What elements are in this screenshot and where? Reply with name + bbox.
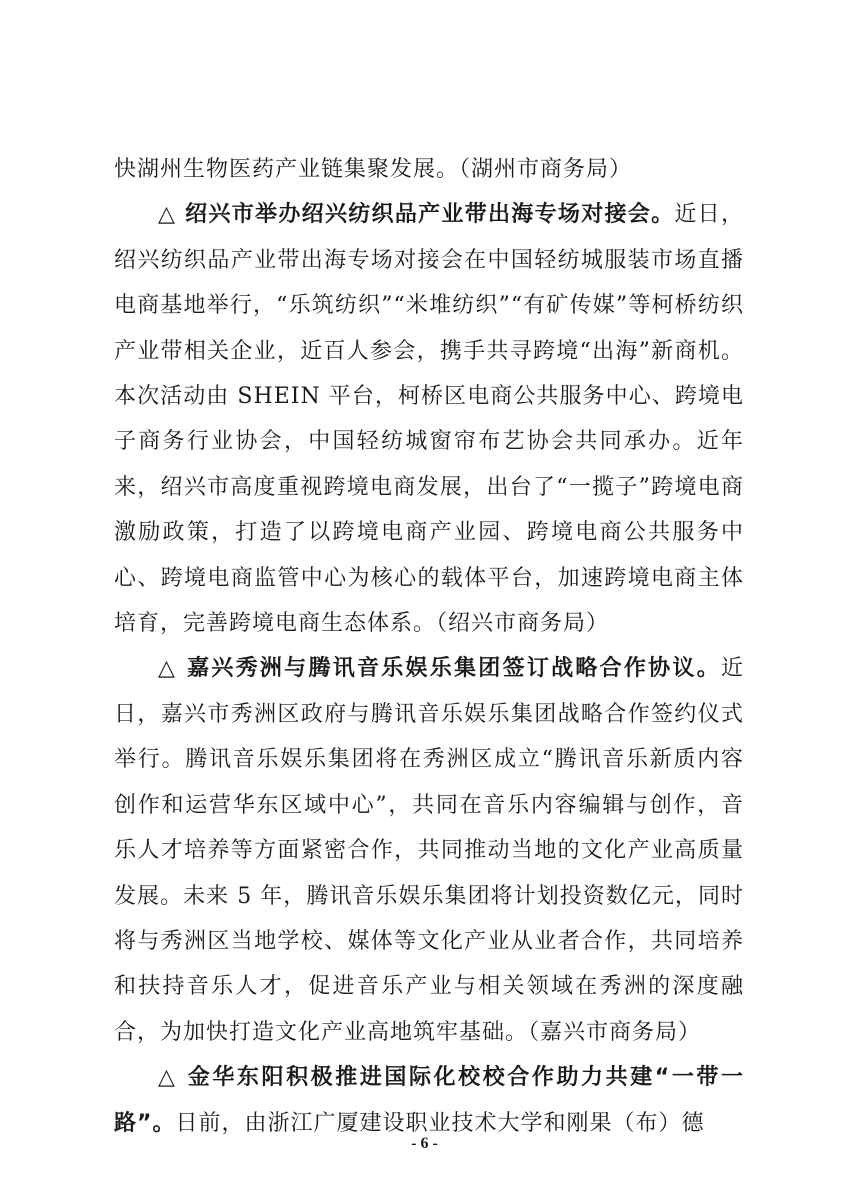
paragraph-3-body: 近日，嘉兴市秀洲区政府与腾讯音乐娱乐集团战略合作签约仪式举行。腾讯音乐娱乐集团将在秀洲区成立“腾讯音乐新质内容创作和运营华东区域中心”，共同在音乐内容编辑与创作，音乐人才培养等方面紧密合作，共同推动当地的文化产业高质量发展。未来 5 年，腾讯音乐娱乐集团将计划投资数亿元，同时将与秀洲区当地学校、媒体等文化产业从业者合作，共同培养和扶持音乐人才，促进音乐产业与相关领域在秀洲的深度融合，为加快打造文化产业高地筑牢基础。（嘉兴市商务局） xyxy=(114,656,744,1045)
paragraph-3-heading: △ 嘉兴秀洲与腾讯音乐娱乐集团签订战略合作协议。 xyxy=(158,656,721,682)
paragraph-1 xyxy=(114,147,744,192)
paragraph-1-body: 快湖州生物医药产业链集聚发展。（湖州市商务局） xyxy=(114,157,633,182)
page-number: - 6 - xyxy=(411,1135,438,1152)
paragraph-4-body: 日前，由浙江广厦建设职业技术大学和刚果（布）德 xyxy=(175,1110,705,1136)
paragraph-4-heading: △ 金华东阳积极推进国际化校校合作助力共建“一带一路”。 xyxy=(114,1065,744,1136)
paragraph-2-body: 近日，绍兴纺织品产业带出海专场对接会在中国轻纺城服装市场直播电商基地举行，“乐筑纺织”“米堆纺织”“有矿传媒”等柯桥纺织产业带相关企业，近百人参会，携手共寻跨境“出海”新商机。本次活动由 SHEIN 平台，柯桥区电商公共服务中心、跨境电子商务行业协会，中国轻纺城窗帘布艺协会共同承办。近年来，绍兴市高度重视跨境电商发展，出台了“一揽子”跨境电商激励政策，打造了以跨境电商产业园、跨境电商公共服务中心、跨境电商监管中心为核心的载体平台，加速跨境电商主体培育，完善跨境电商生态体系。（绍兴市商务局） xyxy=(114,202,744,637)
paragraph-2-heading: △ 绍兴市举办绍兴纺织品产业带出海专场对接会。 xyxy=(158,202,675,228)
paragraph-2 xyxy=(114,192,744,646)
body-text xyxy=(114,147,744,1146)
paragraph-3 xyxy=(114,646,744,1055)
paragraph-4 xyxy=(114,1055,744,1146)
